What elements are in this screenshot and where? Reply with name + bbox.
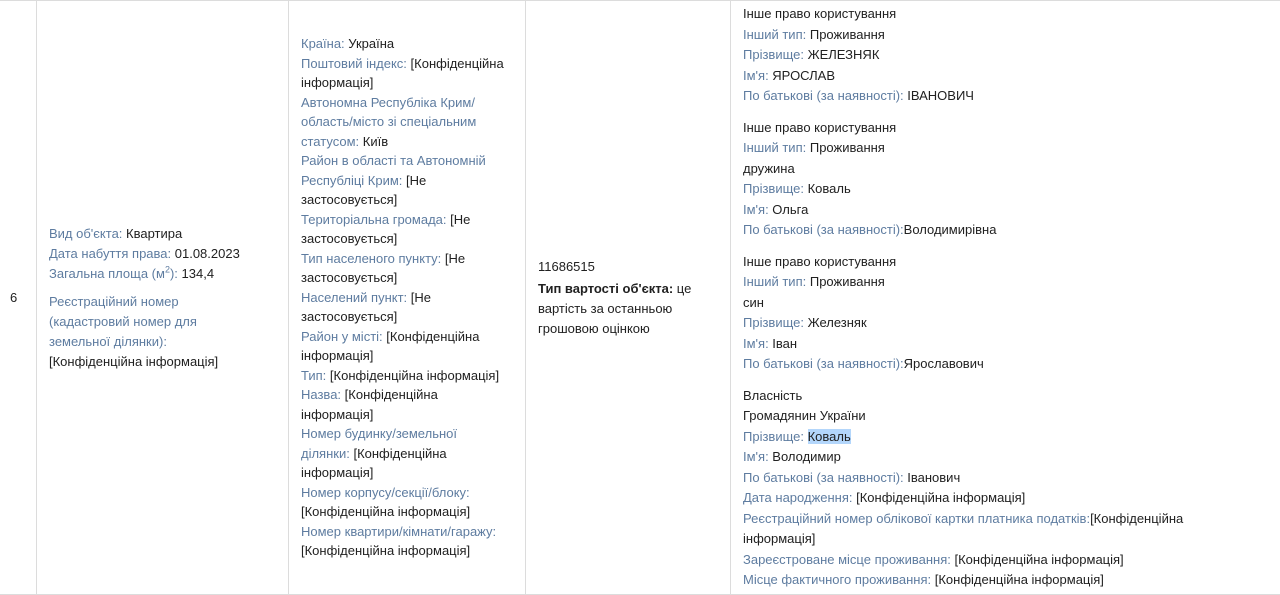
field-value: [Конфіденційна інформація]	[954, 551, 1124, 567]
field-firstname	[743, 447, 1243, 468]
field-label: Дата народження:	[743, 490, 857, 506]
field-right-type: Інше право користування	[743, 253, 897, 269]
field-value: [Конфіденційна інформація]	[329, 367, 500, 383]
field-district	[301, 151, 509, 210]
field-other-type	[743, 272, 1243, 293]
field-value: [Конфіденційна інформація]	[934, 572, 1104, 588]
rights-group	[743, 118, 1243, 241]
field-other-type	[743, 138, 1243, 159]
field-territorial-community	[301, 210, 509, 249]
field-registration-number	[49, 292, 244, 372]
field-label: Номер квартири/кімнати/гаражу:	[301, 523, 497, 539]
field-settlement-type	[301, 249, 509, 288]
field-settlement	[301, 288, 509, 327]
field-label: Поштовий індекс:	[301, 55, 411, 71]
field-value: [Конфіденційна інформація]	[301, 504, 471, 520]
superscript-2: 2	[164, 264, 170, 275]
field-firstname	[743, 200, 1243, 221]
location-cell	[288, 1, 525, 594]
rights-group	[743, 4, 1243, 107]
field-value: Володимир	[772, 449, 841, 465]
field-acquisition-date	[49, 244, 244, 264]
field-label: Назва:	[301, 387, 345, 403]
field-taxpayer-number	[743, 509, 1243, 550]
field-label: Район в області та Автономній Республіці Крим:	[301, 153, 486, 188]
field-label-bold: Тип вартості об'єкта:	[538, 280, 677, 296]
field-label: Ім'я:	[743, 67, 773, 83]
field-label: По батькові (за наявності):	[743, 469, 908, 485]
field-right-type: Інше право користування	[743, 119, 897, 135]
field-birthdate	[743, 488, 1243, 509]
field-label	[49, 266, 182, 281]
field-value: [Конфіденційна інформація]	[301, 543, 471, 559]
field-label: Прізвище:	[743, 181, 808, 197]
field-value: [Не застосовується]	[301, 211, 471, 247]
field-label: Тип:	[301, 367, 330, 383]
object-main-block	[49, 224, 244, 284]
field-label: Дата набуття права:	[49, 245, 175, 261]
field-value: ІВАНОВИЧ	[907, 88, 974, 104]
field-value: Железняк	[807, 315, 867, 331]
field-label: Ім'я:	[743, 335, 773, 351]
field-lastname	[743, 179, 1243, 200]
row-number-cell	[0, 1, 36, 594]
field-citizenship: Громадянин України	[743, 408, 866, 424]
field-region	[301, 93, 509, 152]
field-relation: дружина	[743, 160, 795, 176]
field-patronymic	[743, 220, 1243, 241]
field-label: Прізвище:	[743, 428, 808, 444]
field-value: [Конфіденційна інформація]	[49, 353, 219, 369]
field-value: [Конфіденційна інформація]	[301, 387, 438, 422]
field-value: Проживання	[809, 274, 885, 290]
field-value: Проживання	[809, 26, 885, 42]
field-lastname	[743, 45, 1243, 66]
location-fields	[301, 34, 509, 561]
object-info-cell	[36, 1, 288, 594]
field-value: [Не застосовується]	[301, 250, 466, 286]
field-label: Інший тип:	[743, 140, 810, 156]
field-ownership-type: Власність	[743, 387, 803, 403]
field-patronymic	[743, 354, 1243, 375]
field-value: [Конфіденційна інформація]	[301, 328, 480, 364]
field-value: Коваль	[807, 181, 851, 197]
field-label: Населений пункт:	[301, 289, 411, 305]
rights-group	[743, 252, 1243, 375]
field-value: 01.08.2023	[174, 245, 240, 261]
field-label: Номер корпусу/секції/блоку:	[301, 484, 470, 500]
field-value: Ярославович	[903, 356, 984, 372]
field-label: Інший тип:	[743, 26, 810, 42]
field-label-part: Загальна площа (м	[49, 265, 165, 281]
search-highlight: Коваль	[807, 428, 851, 444]
field-value: [Конфіденційна інформація]	[301, 55, 504, 91]
field-value: Квартира	[126, 225, 183, 241]
field-label: Тип населеного пункту:	[301, 250, 445, 266]
field-value: [Конфіденційна інформація]	[301, 445, 447, 481]
field-value: Іван	[772, 335, 798, 351]
field-value: Київ	[362, 133, 389, 149]
field-label: Реєстраційний номер (кадастровий номер для земельної ділянки):	[49, 293, 197, 349]
field-firstname	[743, 334, 1243, 355]
field-patronymic	[743, 86, 1243, 107]
field-label: Інший тип:	[743, 274, 810, 290]
field-relation: син	[743, 294, 764, 310]
field-label: По батькові (за наявності):	[743, 88, 908, 104]
field-value: це вартість за останньою грошовою оцінкою	[538, 280, 692, 336]
field-registered-residence	[743, 550, 1243, 571]
field-building-number	[301, 424, 509, 483]
field-total-area	[49, 264, 244, 284]
field-street-type	[301, 366, 509, 386]
field-value: Іванович	[907, 469, 961, 485]
field-other-type	[743, 25, 1243, 46]
field-actual-residence	[743, 570, 1243, 591]
field-label: Прізвище:	[743, 47, 808, 63]
row-number: 6	[10, 290, 18, 305]
object-id: 11686515	[538, 258, 595, 274]
field-right-type: Інше право користування	[743, 6, 897, 22]
valuation-cell	[525, 1, 730, 594]
field-firstname	[743, 66, 1243, 87]
field-lastname	[743, 427, 1243, 448]
field-city-district	[301, 327, 509, 366]
field-value: 134,4	[181, 265, 215, 281]
field-value: [Конфіденційна інформація]	[743, 510, 1184, 547]
field-label: Вид об'єкта:	[49, 225, 127, 241]
field-value: [Конфіденційна інформація]	[856, 490, 1026, 506]
field-label: Ім'я:	[743, 201, 773, 217]
field-value: Володимирівна	[903, 222, 997, 238]
object-registration-block	[49, 292, 244, 372]
field-label: Номер будинку/земельної ділянки:	[301, 426, 457, 461]
field-apartment-number	[301, 522, 509, 561]
field-value: ЯРОСЛАВ	[772, 67, 836, 83]
field-value: [Не застосовується]	[301, 172, 427, 208]
field-label: Територіальна громада:	[301, 211, 451, 227]
field-label: Район у місті:	[301, 328, 387, 344]
field-patronymic	[743, 468, 1243, 489]
field-object-type	[49, 224, 244, 244]
field-lastname	[743, 313, 1243, 334]
field-valuation-type	[538, 279, 718, 339]
field-label: По батькові (за наявності):	[743, 356, 904, 372]
field-label: По батькові (за наявності):	[743, 222, 904, 238]
field-label: Автономна Республіка Крим/область/місто зі спеціальним статусом:	[301, 94, 477, 149]
field-label: Країна:	[301, 36, 349, 52]
field-label: Реєстраційний номер облікової картки платника податків:	[743, 510, 1091, 526]
field-label-part: ):	[169, 265, 182, 281]
field-label: Ім'я:	[743, 449, 773, 465]
field-value: ЖЕЛЕЗНЯК	[807, 47, 880, 63]
field-label: Зареєстроване місце проживання:	[743, 551, 955, 567]
field-postal-code	[301, 54, 509, 93]
field-label: Місце фактичного проживання:	[743, 572, 935, 588]
field-label: Прізвище:	[743, 315, 808, 331]
field-value: [Не застосовується]	[301, 289, 432, 325]
field-value: Проживання	[809, 140, 885, 156]
rights-cell	[730, 1, 1280, 594]
field-country	[301, 34, 509, 54]
field-value: Ольга	[772, 201, 809, 217]
field-value: Україна	[348, 36, 395, 52]
field-street-name	[301, 385, 509, 424]
field-block-number	[301, 483, 509, 522]
rights-group	[743, 386, 1243, 591]
